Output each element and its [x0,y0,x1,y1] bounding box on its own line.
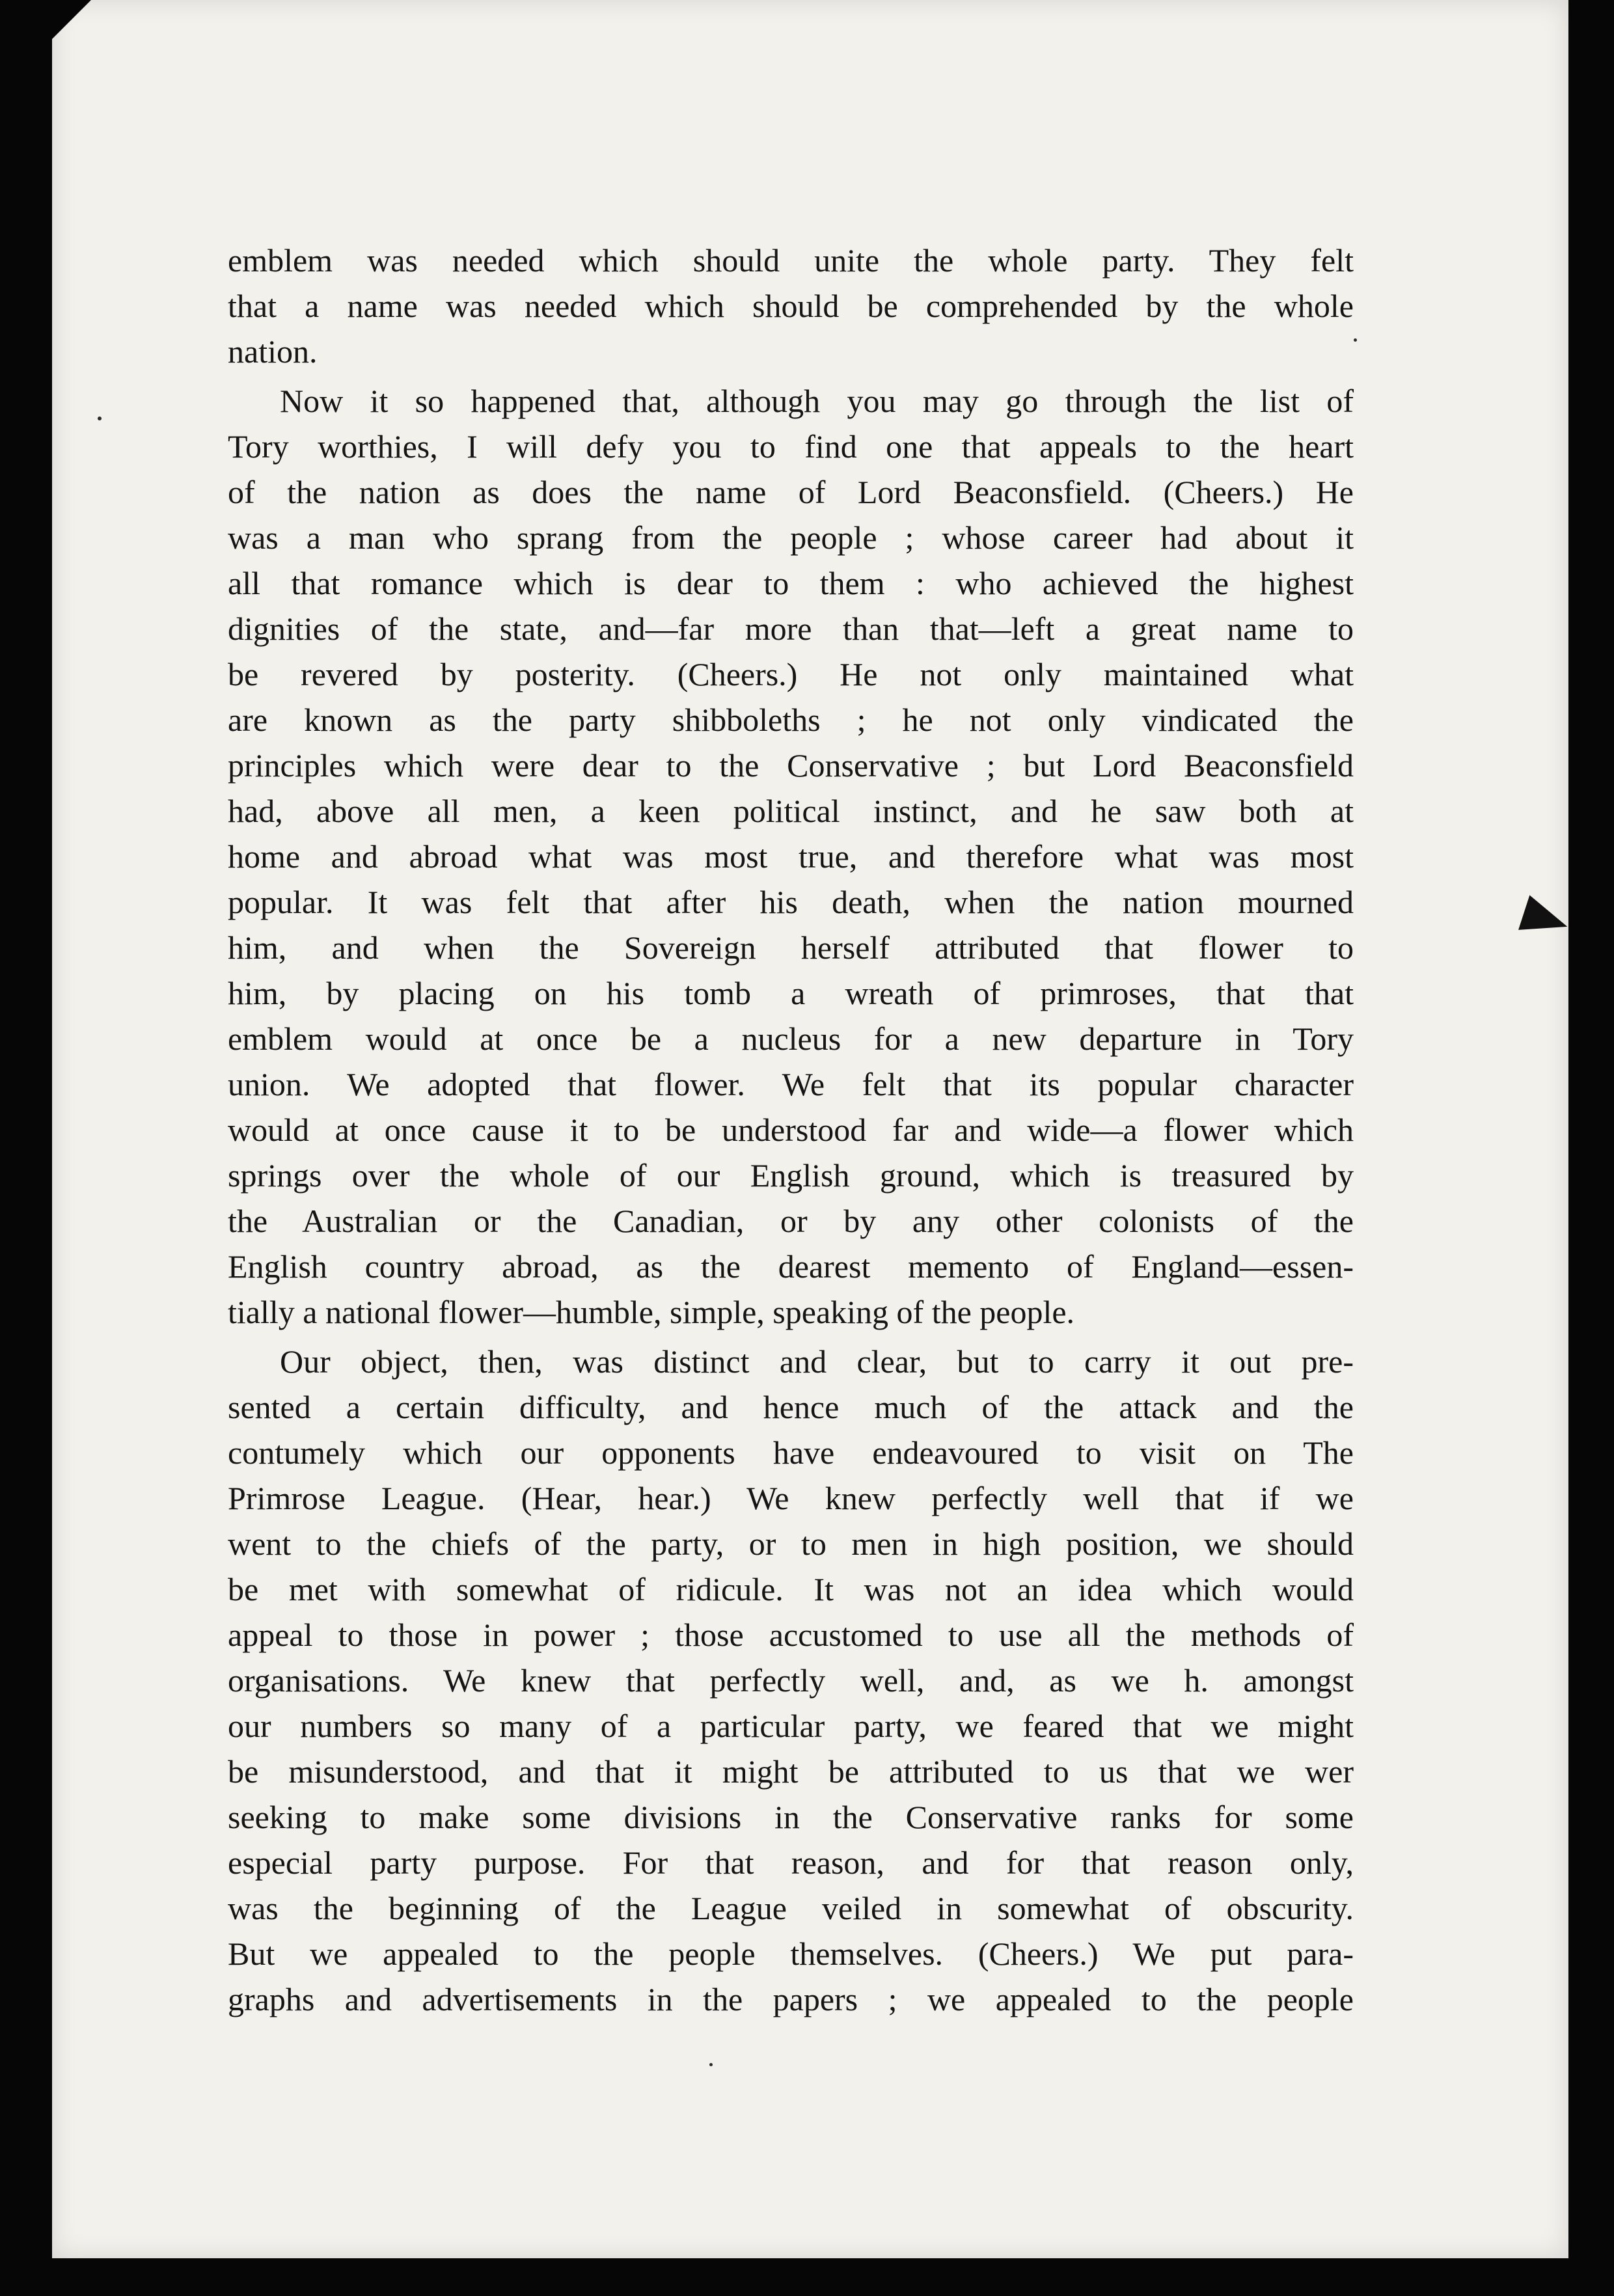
text-line: organisations. We knew that perfectly well, and, as we h. amongst [228,1662,1354,1699]
text-line: Primrose League. (Hear, hear.) We knew perfectly well that if we [228,1480,1354,1516]
page-corner-fold [52,0,91,39]
text-line: nation. [228,333,318,370]
text-line: But we appealed to the people themselves. (Cheers.) We put para- [228,1935,1354,1972]
text-line: be misunderstood, and that it might be attributed to us that we wer [228,1753,1354,1790]
text-line: all that romance which is dear to them : who achieved the highest [228,565,1354,601]
text-line: had, above all men, a keen political instinct, and he saw both at [228,793,1354,829]
text-line: union. We adopted that flower. We felt that its popular character [228,1066,1354,1102]
text-line: be revered by posterity. (Cheers.) He not only maintained what [228,656,1354,692]
paragraph-1 [228,238,1354,374]
paragraph-2 [228,378,1354,1335]
text-line: Now it so happened that, although you may go through the list of [280,383,1354,419]
paper-speck [98,417,102,420]
paragraph-3 [228,1339,1354,2022]
text-line: appeal to those in power ; those accustomed to use all the methods of [228,1617,1354,1653]
text-line: would at once cause it to be understood far and wide—a flower which [228,1112,1354,1148]
text-line: emblem was needed which should unite the whole party. They felt [228,242,1354,279]
text-line: sented a certain difficulty, and hence much of the attack and the [228,1389,1354,1425]
text-line: contumely which our opponents have endeavoured to visit on The [228,1434,1354,1471]
text-line: graphs and advertisements in the papers ; we appealed to the people [228,1981,1354,2017]
text-line: English country abroad, as the dearest memento of England—essen- [228,1248,1354,1285]
text-line: be met with somewhat of ridicule. It was not an idea which would [228,1571,1354,1607]
text-line: are known as the party shibboleths ; he not only vindicated the [228,702,1354,738]
text-line: him, by placing on his tomb a wreath of primroses, that that [228,975,1354,1011]
text-line: emblem would at once be a nucleus for a new departure in Tory [228,1020,1354,1057]
text-line: Tory worthies, I will defy you to find one that appeals to the heart [228,428,1354,465]
text-line: popular. It was felt that after his death, when the nation mourned [228,884,1354,920]
text-line: was the beginning of the League veiled in somewhat of obscurity. [228,1890,1354,1926]
text-line: springs over the whole of our English ground, which is treasured by [228,1157,1354,1194]
text-line: him, and when the Sovereign herself attributed that flower to [228,929,1354,966]
text-line: went to the chiefs of the party, or to men in high position, we should [228,1525,1354,1562]
text-line: especial party purpose. For that reason, and for that reason only, [228,1844,1354,1881]
text-line: home and abroad what was most true, and therefore what was most [228,838,1354,875]
text-line: seeking to make some divisions in the Conservative ranks for some [228,1799,1354,1835]
text-line: our numbers so many of a particular party, we feared that we might [228,1708,1354,1744]
body-text [228,238,1354,2022]
text-line: was a man who sprang from the people ; whose career had about it [228,519,1354,556]
paper-speck [709,2063,713,2066]
margin-pointer-mark [1518,895,1573,944]
text-line: dignities of the state, and—far more than that—left a great name to [228,610,1354,647]
text-line: principles which were dear to the Conservative ; but Lord Beaconsfield [228,747,1354,784]
text-line: of the nation as does the name of Lord Beaconsfield. (Cheers.) He [228,474,1354,510]
scan-bottom-edge [0,2258,1614,2296]
text-line: tially a national flower—humble, simple, speaking of the people. [228,1294,1075,1330]
text-line: the Australian or the Canadian, or by any other colonists of the [228,1203,1354,1239]
document-page [52,0,1568,2258]
text-line: Our object, then, was distinct and clear, but to carry it out pre- [280,1343,1354,1380]
paper-speck [1354,338,1357,342]
text-line: that a name was needed which should be comprehended by the whole [228,288,1354,324]
